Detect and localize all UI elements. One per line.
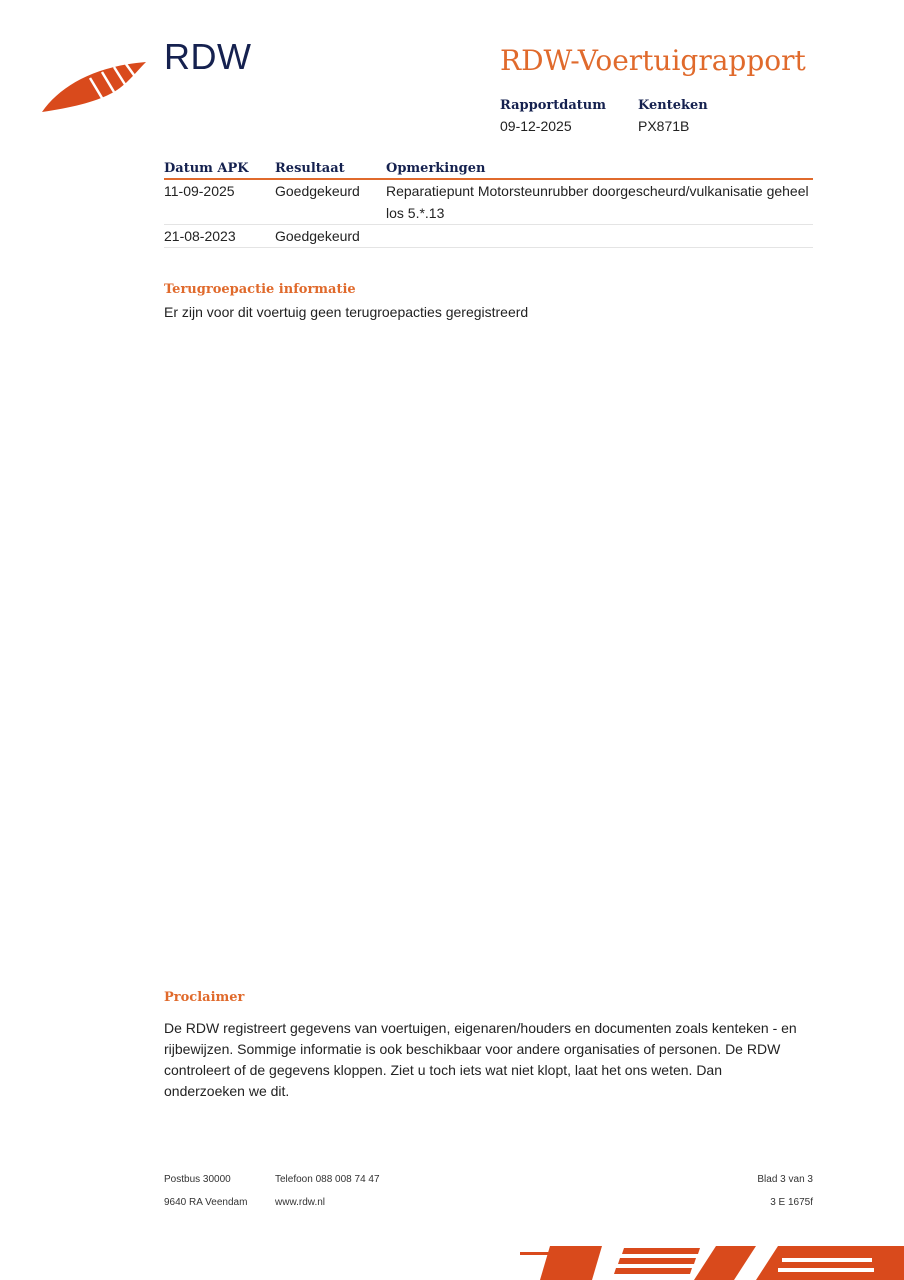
apk-remarks bbox=[386, 225, 813, 248]
footer-doc-code: 3 E 1675f bbox=[770, 1197, 813, 1208]
recall-title: Terugroepactie informatie bbox=[164, 282, 356, 297]
disclaimer-title: Proclaimer bbox=[164, 990, 245, 1005]
recall-text: Er zijn voor dit voertuig geen terugroepacties geregistreerd bbox=[164, 304, 529, 320]
footer-website: www.rdw.nl bbox=[275, 1197, 326, 1208]
apk-date: 11-09-2025 bbox=[164, 179, 275, 225]
plate-value: PX871B bbox=[638, 118, 690, 134]
report-date-label: Rapportdatum bbox=[500, 98, 606, 113]
brand-name: RDW bbox=[164, 36, 252, 77]
footer-address-line2: 9640 RA Veendam bbox=[164, 1197, 248, 1208]
disclaimer-text: De RDW registreert gegevens van voertuigen, eigenaren/houders en documenten zoals kenteken - en rijbewijzen. Sommige informatie is ook beschikbaar voor andere organisaties of personen. De RDW controleert of de gegevens kloppen. Ziet u toch iets wat niet klopt, laat het ons weten. Dan onderzoeken we dit. bbox=[164, 1020, 797, 1099]
footer-address-line1: Postbus 30000 bbox=[164, 1174, 231, 1185]
apk-remarks-line: Reparatiepunt Motorsteunrubber doorgescheurd/vulkanisatie geheel bbox=[386, 183, 809, 199]
footer-phone: Telefoon 088 008 74 47 bbox=[275, 1174, 380, 1185]
column-header-remarks: Opmerkingen bbox=[386, 160, 813, 179]
apk-result: Goedgekeurd bbox=[275, 179, 386, 225]
table-header-row bbox=[164, 160, 813, 179]
decorative-stripes-icon bbox=[520, 1244, 904, 1280]
apk-result: Goedgekeurd bbox=[275, 225, 386, 248]
footer-page-number: Blad 3 van 3 bbox=[757, 1174, 813, 1185]
report-date-value: 09-12-2025 bbox=[500, 118, 572, 134]
rdw-logo-icon bbox=[40, 56, 150, 116]
table-row bbox=[164, 225, 813, 248]
plate-label: Kenteken bbox=[638, 98, 708, 113]
table-row bbox=[164, 179, 813, 225]
apk-remarks bbox=[386, 179, 813, 225]
column-header-date: Datum APK bbox=[164, 160, 275, 179]
apk-date: 21-08-2023 bbox=[164, 225, 275, 248]
apk-remarks-line: los 5.*.13 bbox=[386, 205, 445, 221]
report-title: RDW-Voertuigrapport bbox=[500, 44, 806, 77]
column-header-result: Resultaat bbox=[275, 160, 386, 179]
apk-table bbox=[164, 160, 813, 248]
